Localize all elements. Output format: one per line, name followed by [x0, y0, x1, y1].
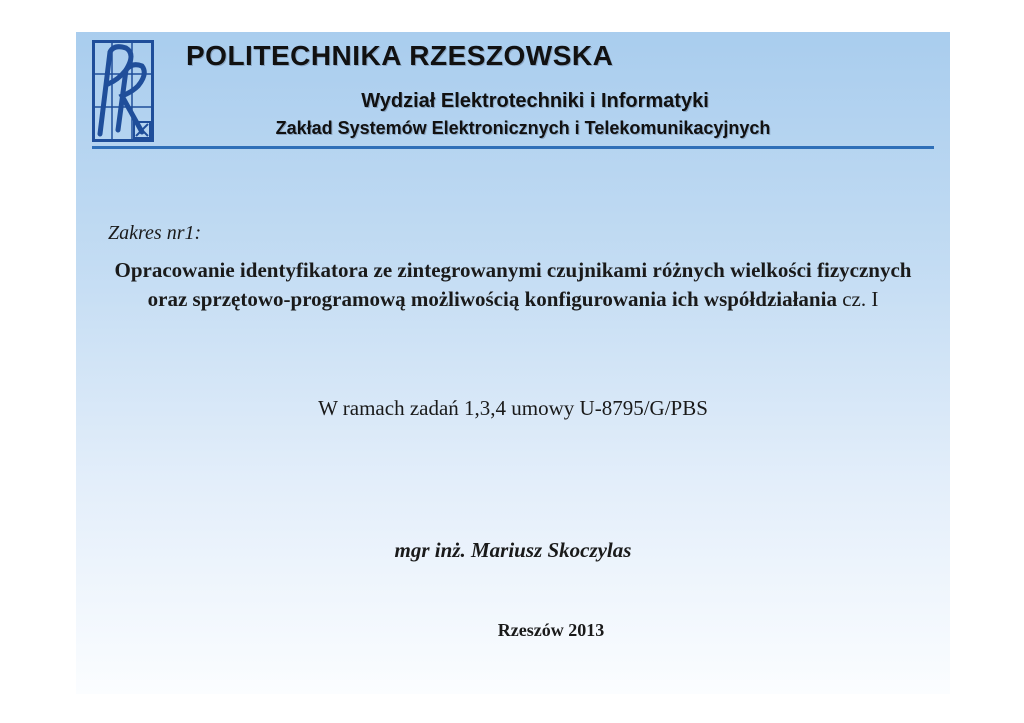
scope-label: Zakres nr1: — [108, 222, 202, 244]
university-name: POLITECHNIKA RZESZOWSKA — [186, 40, 614, 71]
topic-part: cz. I — [836, 287, 879, 311]
topic-title: Opracowanie identyfikatora ze zintegrowanymi czujnikami różnych wielkości fizycznych oraz sprzętowo-programową możliwością konfigurowania ich współdziałania — [114, 258, 912, 311]
author-name: mgr inż. Mariusz Skoczylas — [394, 538, 632, 562]
faculty-name: Wydział Elektrotechniki i Informatyki — [361, 90, 709, 112]
topic-text — [96, 256, 930, 314]
title-slide — [76, 32, 950, 694]
place-and-year: Rzeszów 2013 — [497, 620, 605, 640]
department-name: Zakład Systemów Elektronicznych i Telekomunikacyjnych — [275, 118, 771, 138]
header-divider — [92, 146, 934, 149]
contract-reference: W ramach zadań 1,3,4 umowy U-8795/G/PBS — [318, 396, 708, 420]
